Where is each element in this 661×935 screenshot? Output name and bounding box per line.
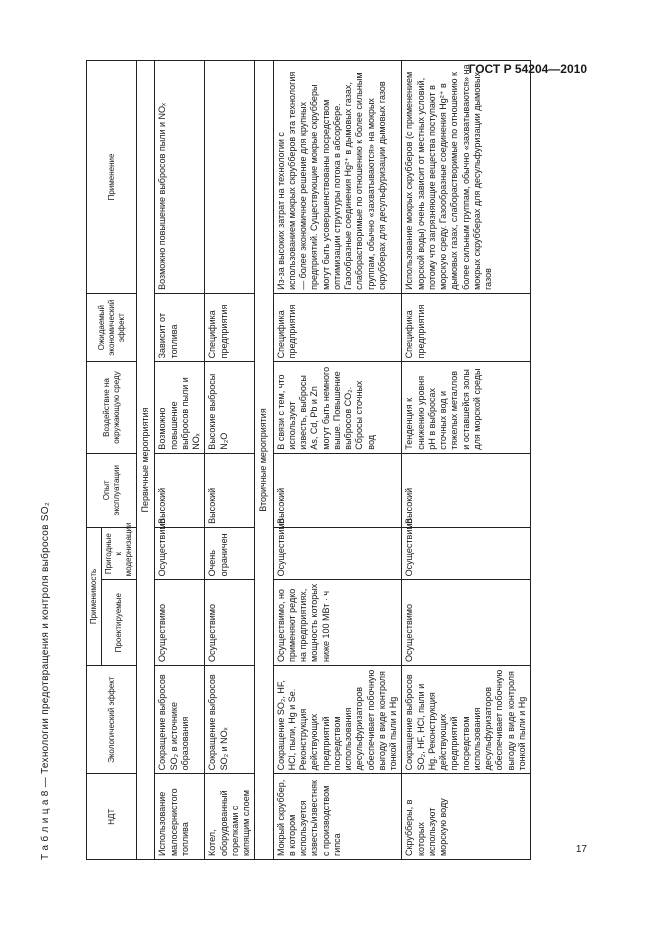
ndt-table [86, 60, 531, 860]
cell-experience: Высокий [273, 453, 402, 527]
cell-eco: Сокращение выбросов SO₂ и NOₓ [205, 665, 255, 773]
cell-economics: Специфика предприятия [205, 293, 255, 361]
rotated-table-area [40, 60, 600, 860]
cell-upgrade: Очень ограничен [205, 527, 255, 580]
table-row [205, 61, 255, 860]
section-row [137, 61, 155, 860]
col-experience: Опыт эксплуатации [87, 453, 137, 527]
cell-experience: Высокий [155, 453, 205, 527]
cell-eco: Сокращение выбросов SO₂, HF, HCl, пыли и Hg. Реконструкция действующих предприятий посредством использования десульфуризаторов обеспечивает побочную выгоду в виде контроля тонкой пыли и Hg [402, 665, 531, 773]
cell-economics: Зависит от топлива [155, 293, 205, 361]
cell-ndt: Котел, оборудованный горелками с кипящим слоем [205, 774, 255, 860]
cell-ndt: Мокрый скруббер, в котором используется известь/известняк с производством гипса [273, 774, 402, 860]
cell-ndt: Использование малосернистого топлива [155, 774, 205, 860]
col-upgrade: Пригодные к модернизации [102, 527, 137, 580]
cell-experience: Высокий [205, 453, 255, 527]
cell-application [205, 61, 255, 294]
col-application: Применение [87, 61, 137, 294]
cell-economics: Специфика предприятия [402, 293, 531, 361]
col-ndt: НДТ [87, 774, 137, 860]
section-row [255, 61, 273, 860]
col-designed: Проектируемые [102, 580, 137, 666]
cell-designed: Осуществимо [155, 580, 205, 666]
cell-application: Возможно повышение выбросов пыли и NOₓ [155, 61, 205, 294]
table-row [273, 61, 402, 860]
cell-eco: Сокращение выбросов SO₂ в источнике образования [155, 665, 205, 773]
col-cross-media: Воздействие на окружающую среду [87, 362, 137, 453]
cell-designed: Осуществимо, но применяют редко на предприятиях, мощность которых ниже 100 МВт · ч [273, 580, 402, 666]
cell-designed: Осуществимо [402, 580, 531, 666]
cell-upgrade: Осуществимо [402, 527, 531, 580]
table-row [402, 61, 531, 860]
header-row [87, 61, 102, 860]
table-row [155, 61, 205, 860]
cell-cross-media: Высокие выбросы N₂O [205, 362, 255, 453]
table-caption: Т а б л и ц а 8 — Технологии предотвращения и контроля выбросов SO₂ [40, 501, 51, 860]
document-header: ГОСТ Р 54204—2010 [468, 62, 587, 76]
col-applicability: Применимость [87, 527, 102, 665]
cell-application: Из-за высоких затрат на технологии с использованием мокрых скрубберов эта технология — более экономичное решение для крупных предприятий. Существующие мокрые скрубберы могут быть усовершенствованы посредством оптимизации структуры потока в абсорбере. Газообразные соединения Hg²⁺ в дымовых газах, слаборастворимые по отношению к более сильным группам, обычно «захватываются» на мокрых скрубберах для десульфуризации дымовых газов [273, 61, 402, 294]
cell-designed: Осуществимо [205, 580, 255, 666]
col-eco: Экологический эффект [87, 665, 137, 773]
col-economics: Ожидаемый экономический эффект [87, 293, 137, 361]
cell-upgrade: Осуществимо [273, 527, 402, 580]
cell-cross-media: В связи с тем, что используют известь, выбросы As, Cd, Pb и Zn могут быть немного выше. Повышение выбросов CO₂. Сбросы сточных вод [273, 362, 402, 453]
cell-cross-media: Тенденция к снижению уровня pH в выбросах сточных вод и тяжелых металлов и оставшейся золы для морской среды [402, 362, 531, 453]
section-secondary: Вторичные мероприятия [255, 61, 273, 860]
cell-eco: Сокращение SO₂, HF, HCl, пыли, Hg и Se. Реконструкция действующих предприятий посредством использования десульфуризаторов обеспечивает побочную выгоду в виде контроля тонкой пыли и Hg [273, 665, 402, 773]
section-primary: Первичные мероприятия [137, 61, 155, 860]
cell-experience: Высокий [402, 453, 531, 527]
cell-upgrade: Осуществимо [155, 527, 205, 580]
cell-application: Использование мокрых скрубберов (с применением морской воды) очень зависит от местных условий, потому что загрязняющие вещества поступают в морскую среду. Газообразные соединения Hg²⁺ в дымовых газах, слаборастворимые по отношению к более сильным группам, обычно «захватываются» на мокрых скрубберах для десульфуризации дымовых газов [402, 61, 531, 294]
cell-economics: Специфика предприятия [273, 293, 402, 361]
cell-ndt: Скрубберы, в которых используют морскую воду [402, 774, 531, 860]
cell-cross-media: Возможно повышение выбросов пыли и NOₓ [155, 362, 205, 453]
page-number: 17 [575, 844, 587, 855]
